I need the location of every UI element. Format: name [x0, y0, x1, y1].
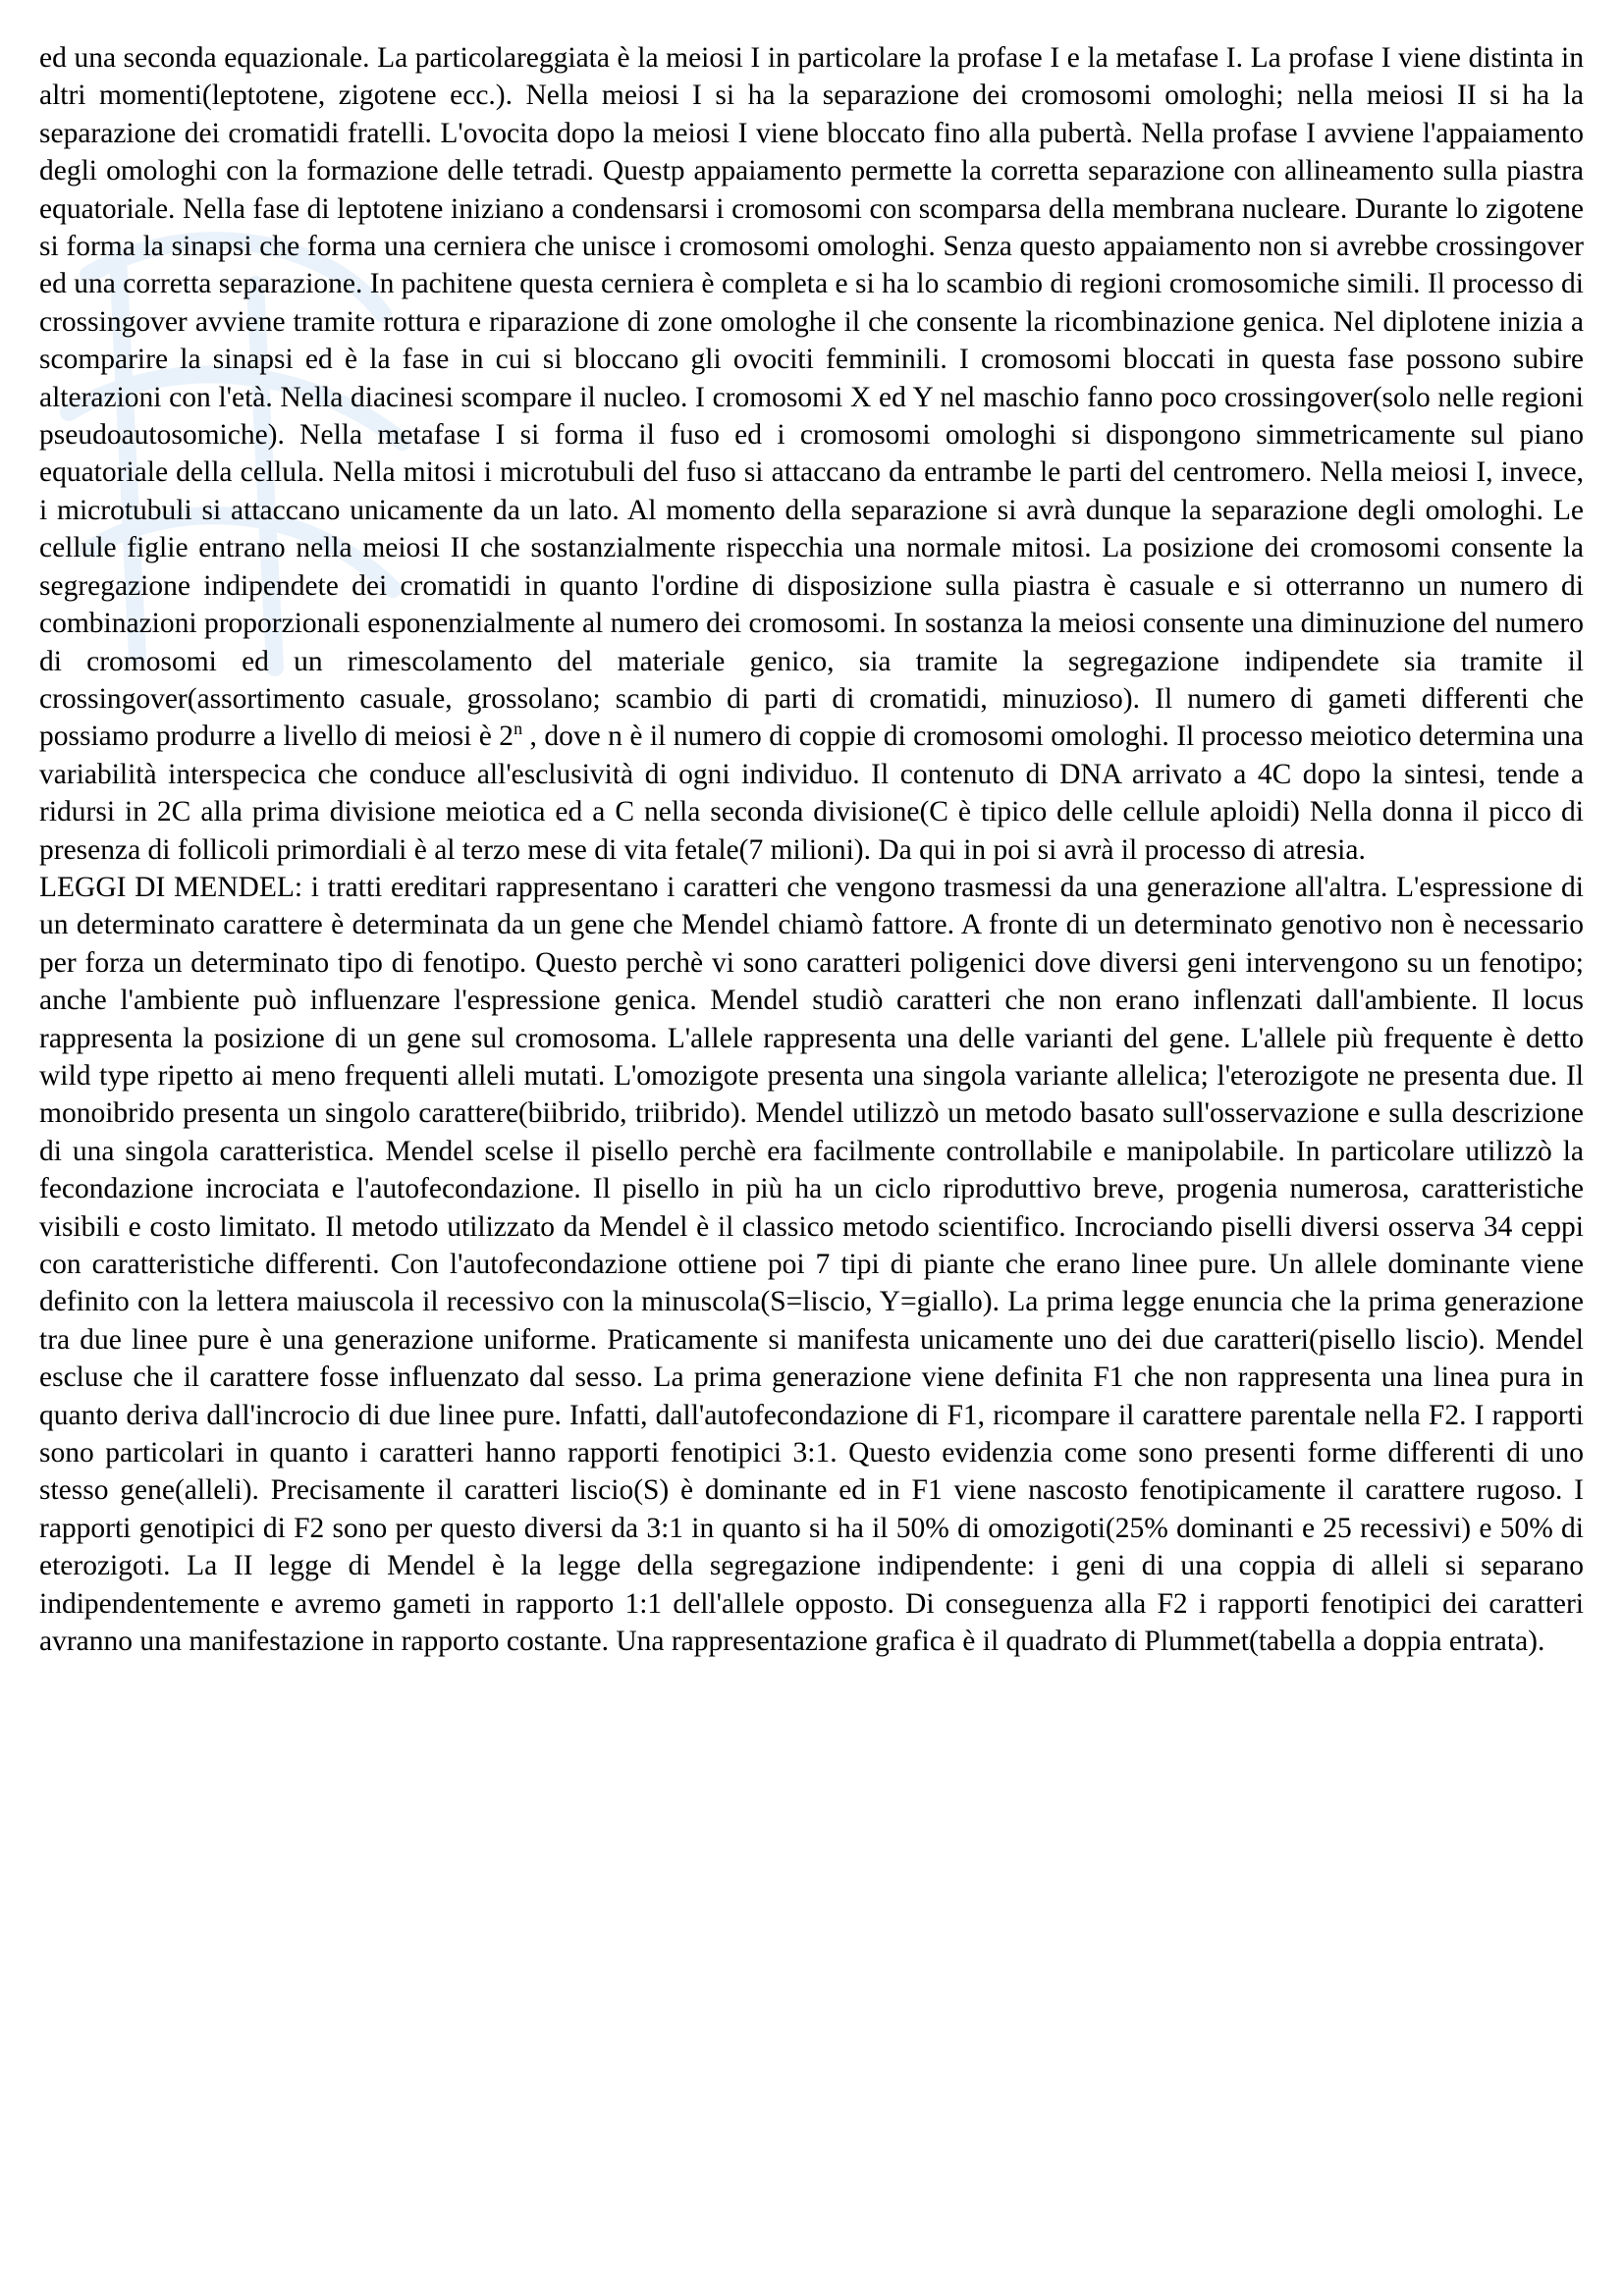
- paragraph-meiosi-text: ed una seconda equazionale. La particolareggiata è la meiosi I in particolare la profase I e la metafase I. La profase I viene distinta in altri momenti(leptotene, zigotene ecc.). Nella meiosi I si ha la separazione dei cromosomi omologhi; nella meiosi II si ha la separazione dei cromatidi fratelli. L'ovocita dopo la meiosi I viene bloccato fino alla pubertà. Nella profase I avviene l'appaiamento degli omologhi con la formazione delle tetradi. Questp appaiamento permette la corretta separazione con allineamento sulla piastra equatoriale. Nella fase di leptotene iniziano a condensarsi i cromosomi con scomparsa della membrana nucleare. Durante lo zigotene si forma la sinapsi che forma una cerniera che unisce i cromosomi omologhi. Senza questo appaiamento non si avrebbe crossingover ed una corretta separazione. In pachitene questa cerniera è completa e si ha lo scambio di regioni cromosomiche simili. Il processo di crossingover avviene tramite rottura e riparazione di zone omologhe il che consente la ricombinazione genica. Nel diplotene inizia a scomparire la sinapsi ed è la fase in cui si bloccano gli ovociti femminili. I cromosomi bloccati in questa fase possono subire alterazioni con l'età. Nella diacinesi scompare il nucleo. I cromosomi X ed Y nel maschio fanno poco crossingover(solo nelle regioni pseudoautosomiche). Nella metafase I si forma il fuso ed i cromosomi omologhi si dispongono simmetricamente sul piano equatoriale della cellula. Nella mitosi i microtubuli del fuso si attaccano da entrambe le parti del centromero. Nella meiosi I, invece, i microtubuli si attaccano unicamente da un lato. Al momento della separazione si avrà dunque la separazione degli omologhi. Le cellule figlie entrano nella meiosi II che sostanzialmente rispecchia una normale mitosi. La posizione dei cromosomi consente la segregazione indipendete dei cromatidi in quanto l'ordine di disposizione sulla piastra è casuale e si otterranno un numero di combinazioni proporzionali esponenzialmente al numero dei cromosomi. In sostanza la meiosi consente una diminuzione del numero di cromosomi ed un rimescolamento del materiale genico, sia tramite la segregazione indipendete sia tramite il crossingover(assortimento casuale, grossolano; scambio di parti di cromatidi, minuzioso). Il numero di gameti differenti che possiamo produrre a livello di meiosi è 2: [39, 42, 1584, 753]
- paragraph-mendel: LEGGI DI MENDEL: i tratti ereditari rappresentano i caratteri che vengono trasmessi da una generazione all'altra. L'espressione di un determinato carattere è determinata da un gene che Mendel chiamò fattore. A fronte di un determinato genotivo non è necessario per forza un determinato tipo di fenotipo. Questo perchè vi sono caratteri poligenici dove diversi geni intervengono su un fenotipo; anche l'ambiente può influenzare l'espressione genica. Mendel studiò caratteri che non erano inflenzati dall'ambiente. Il locus rappresenta la posizione di un gene sul cromosoma. L'allele rappresenta una delle varianti del gene. L'allele più frequente è detto wild type ripetto ai meno frequenti alleli mutati. L'omozigote presenta una singola variante allelica; l'eterozigote ne presenta due. Il monoibrido presenta un singolo carattere(biibrido, triibrido). Mendel utilizzò un metodo basato sull'osservazione e sulla descrizione di una singola caratteristica. Mendel scelse il pisello perchè era facilmente controllabile e manipolabile. In particolare utilizzò la fecondazione incrociata e l'autofecondazione. Il pisello in più ha un ciclo riproduttivo breve, progenia numerosa, caratteristiche visibili e costo limitato. Il metodo utilizzato da Mendel è il classico metodo scientifico. Incrociando piselli diversi osserva 34 ceppi con caratteristiche differenti. Con l'autofecondazione ottiene poi 7 tipi di piante che erano linee pure. Un allele dominante viene definito con la lettera maiuscola il recessivo con la minuscola(S=liscio, Y=giallo). La prima legge enuncia che la prima generazione tra due linee pure è una generazione uniforme. Praticamente si manifesta unicamente uno dei due caratteri(pisello liscio). Mendel escluse che il carattere fosse influenzato dal sesso. La prima generazione viene definita F1 che non rappresenta una linea pura in quanto deriva dall'incrocio di due linee pure. Infatti, dall'autofecondazione di F1, ricompare il carattere parentale nella F2. I rapporti sono particolari in quanto i caratteri hanno rapporti fenotipici 3:1. Questo evidenzia come sono presenti forme differenti di uno stesso gene(alleli). Precisamente il caratteri liscio(S) è dominante ed in F1 viene nascosto fenotipicamente il carattere rugoso. I rapporti genotipici di F2 sono per questo diversi da 3:1 in quanto si ha il 50% di omozigoti(25% dominanti e 25 recessivi) e 50% di eterozigoti. La II legge di Mendel è la legge della segregazione indipendente: i geni di una coppia di alleli si separano indipendentemente e avremo gameti in rapporto 1:1 dell'allele opposto. Di conseguenza alla F2 i rapporti fenotipici dei caratteri avranno una manifestazione in rapporto costante. Una rappresentazione grafica è il quadrato di Plummet(tabella a doppia entrata).: [39, 871, 1584, 1658]
- superscript-n: n: [514, 719, 523, 739]
- paragraph-meiosi-tail: , dove n è il numero di coppie di cromosomi omologhi. Il processo meiotico determina una variabilità interspecica che conduce all'esclusività di ogni individuo. Il contenuto di DNA arrivato a 4C dopo la sintesi, tende a ridursi in 2C alla prima divisione meiotica ed a C nella seconda divisione(C è tipico delle cellule aploidi) Nella donna il picco di presenza di follicoli primordiali è al terzo mese di vita fetale(7 milioni). Da qui in poi si avrà il processo di atresia.: [39, 721, 1584, 866]
- paragraph-meiosi: [39, 39, 1584, 869]
- document-page: [39, 39, 1584, 1660]
